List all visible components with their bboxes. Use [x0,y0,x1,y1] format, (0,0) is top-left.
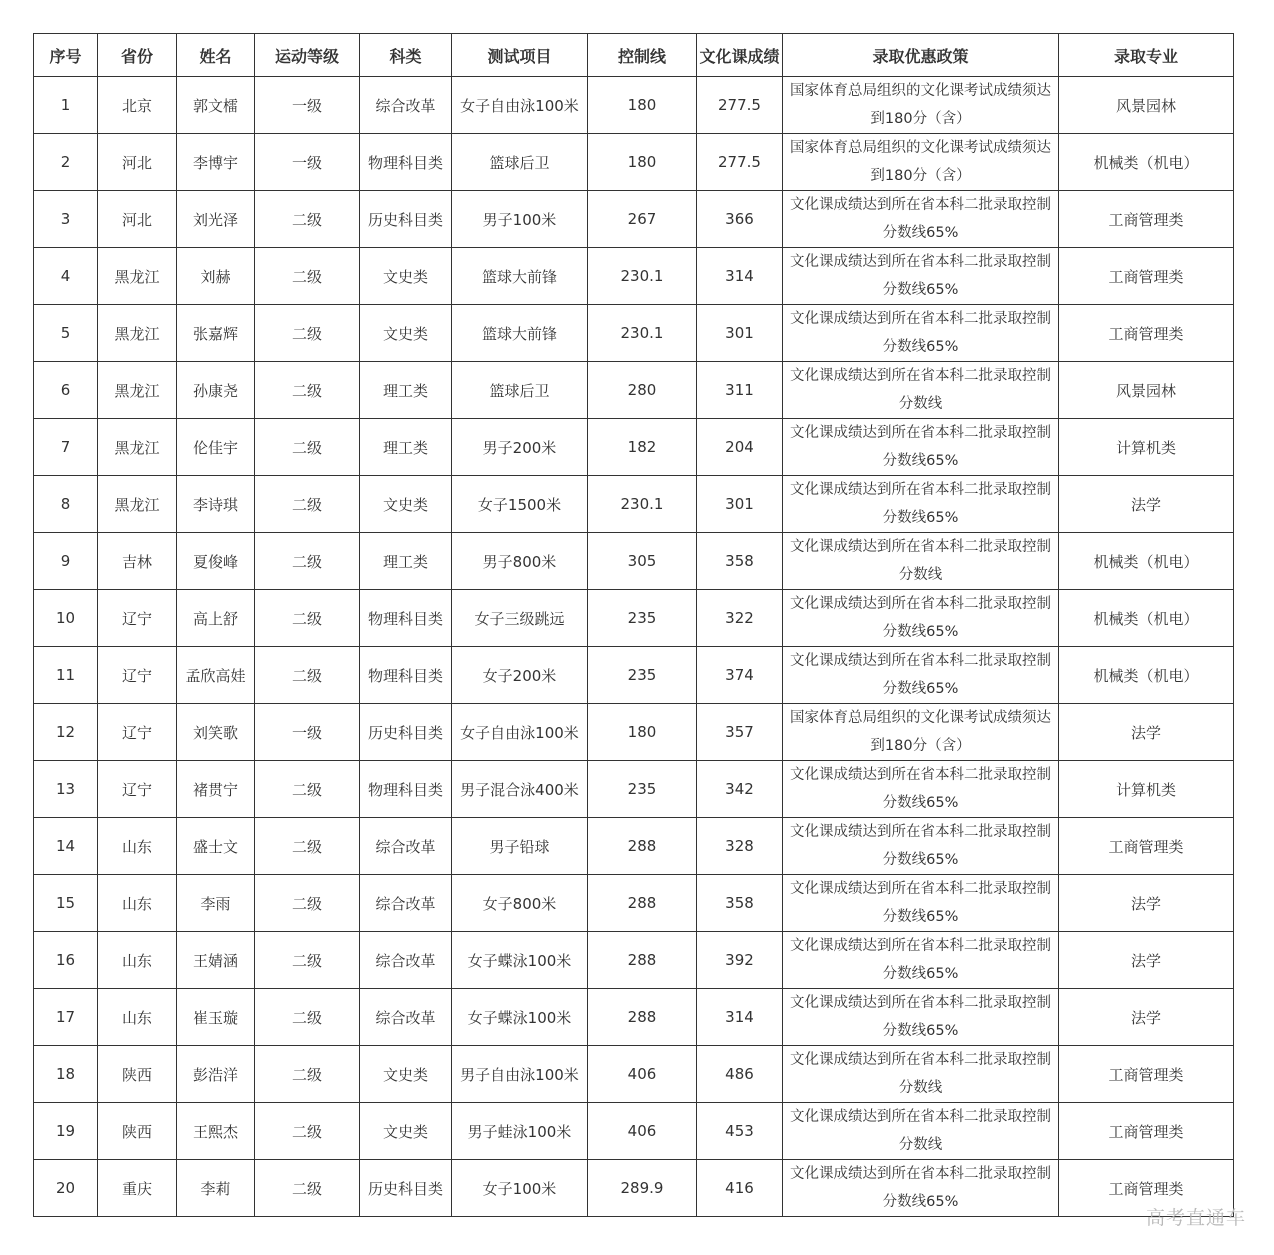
table-row [34,761,1234,818]
cell-name: 郭文檑 [177,77,255,134]
cell-sport-level: 二级 [255,533,360,590]
cell-subject-category: 历史科目类 [360,191,452,248]
cell-admitted-major: 法学 [1059,989,1234,1046]
cell-index: 15 [34,875,98,932]
table-row [34,248,1234,305]
cell-control-line: 267 [588,191,697,248]
cell-index: 7 [34,419,98,476]
cell-culture-score: 277.5 [697,77,783,134]
cell-name: 盛士文 [177,818,255,875]
cell-test-event: 女子自由泳100米 [452,704,588,761]
cell-culture-score: 392 [697,932,783,989]
cell-admitted-major: 风景园林 [1059,77,1234,134]
cell-sport-level: 二级 [255,989,360,1046]
cell-index: 19 [34,1103,98,1160]
cell-control-line: 182 [588,419,697,476]
cell-culture-score: 301 [697,305,783,362]
cell-subject-category: 历史科目类 [360,1160,452,1217]
cell-test-event: 篮球大前锋 [452,305,588,362]
cell-admission-policy: 国家体育总局组织的文化课考试成绩须达到180分（含） [783,704,1059,761]
cell-test-event: 男子200米 [452,419,588,476]
table-row [34,1046,1234,1103]
header-subject-category: 科类 [360,34,452,77]
cell-test-event: 篮球后卫 [452,134,588,191]
cell-admission-policy: 文化课成绩达到所在省本科二批录取控制分数线65% [783,248,1059,305]
cell-admission-policy: 文化课成绩达到所在省本科二批录取控制分数线65% [783,932,1059,989]
cell-sport-level: 二级 [255,818,360,875]
cell-test-event: 女子800米 [452,875,588,932]
cell-control-line: 230.1 [588,305,697,362]
cell-control-line: 288 [588,818,697,875]
header-name: 姓名 [177,34,255,77]
cell-test-event: 男子100米 [452,191,588,248]
cell-control-line: 180 [588,134,697,191]
cell-admitted-major: 计算机类 [1059,419,1234,476]
cell-culture-score: 374 [697,647,783,704]
table-row [34,533,1234,590]
cell-admission-policy: 文化课成绩达到所在省本科二批录取控制分数线65% [783,647,1059,704]
cell-control-line: 280 [588,362,697,419]
cell-subject-category: 历史科目类 [360,704,452,761]
cell-admitted-major: 工商管理类 [1059,1046,1234,1103]
cell-index: 14 [34,818,98,875]
cell-sport-level: 二级 [255,476,360,533]
cell-index: 8 [34,476,98,533]
cell-subject-category: 物理科目类 [360,134,452,191]
cell-province: 陕西 [98,1046,177,1103]
table-row [34,1160,1234,1217]
cell-name: 刘笑歌 [177,704,255,761]
cell-control-line: 305 [588,533,697,590]
cell-name: 崔玉璇 [177,989,255,1046]
table-row [34,77,1234,134]
cell-test-event: 篮球后卫 [452,362,588,419]
cell-admission-policy: 文化课成绩达到所在省本科二批录取控制分数线 [783,1046,1059,1103]
cell-province: 黑龙江 [98,248,177,305]
cell-test-event: 男子混合泳400米 [452,761,588,818]
cell-culture-score: 486 [697,1046,783,1103]
cell-province: 辽宁 [98,704,177,761]
cell-province: 重庆 [98,1160,177,1217]
cell-province: 河北 [98,191,177,248]
table-row [34,1103,1234,1160]
cell-name: 刘赫 [177,248,255,305]
cell-name: 高上舒 [177,590,255,647]
cell-admission-policy: 国家体育总局组织的文化课考试成绩须达到180分（含） [783,77,1059,134]
cell-name: 李诗琪 [177,476,255,533]
cell-culture-score: 311 [697,362,783,419]
cell-admission-policy: 文化课成绩达到所在省本科二批录取控制分数线65% [783,590,1059,647]
cell-culture-score: 277.5 [697,134,783,191]
cell-province: 山东 [98,818,177,875]
cell-index: 13 [34,761,98,818]
cell-control-line: 230.1 [588,248,697,305]
cell-control-line: 288 [588,932,697,989]
cell-admitted-major: 法学 [1059,704,1234,761]
cell-admitted-major: 机械类（机电） [1059,647,1234,704]
header-test-event: 测试项目 [452,34,588,77]
table-row [34,932,1234,989]
cell-test-event: 女子三级跳远 [452,590,588,647]
cell-province: 黑龙江 [98,305,177,362]
table-row [34,818,1234,875]
cell-admission-policy: 文化课成绩达到所在省本科二批录取控制分数线65% [783,305,1059,362]
cell-name: 夏俊峰 [177,533,255,590]
cell-sport-level: 二级 [255,248,360,305]
cell-admitted-major: 计算机类 [1059,761,1234,818]
cell-province: 河北 [98,134,177,191]
cell-index: 11 [34,647,98,704]
cell-admitted-major: 工商管理类 [1059,818,1234,875]
table-row [34,704,1234,761]
cell-name: 王熙杰 [177,1103,255,1160]
cell-admission-policy: 文化课成绩达到所在省本科二批录取控制分数线65% [783,761,1059,818]
header-admission-policy: 录取优惠政策 [783,34,1059,77]
cell-control-line: 406 [588,1103,697,1160]
cell-sport-level: 一级 [255,77,360,134]
cell-sport-level: 二级 [255,647,360,704]
cell-control-line: 235 [588,647,697,704]
cell-subject-category: 文史类 [360,1103,452,1160]
cell-admission-policy: 文化课成绩达到所在省本科二批录取控制分数线65% [783,191,1059,248]
table-row [34,647,1234,704]
table-header-row [34,34,1234,77]
cell-sport-level: 二级 [255,362,360,419]
cell-subject-category: 物理科目类 [360,590,452,647]
cell-index: 18 [34,1046,98,1103]
header-admitted-major: 录取专业 [1059,34,1234,77]
table-row [34,989,1234,1046]
cell-admitted-major: 工商管理类 [1059,1103,1234,1160]
cell-subject-category: 综合改革 [360,932,452,989]
cell-name: 孙康尧 [177,362,255,419]
cell-sport-level: 二级 [255,191,360,248]
cell-sport-level: 二级 [255,875,360,932]
cell-index: 6 [34,362,98,419]
cell-control-line: 406 [588,1046,697,1103]
cell-name: 褚贯宁 [177,761,255,818]
cell-admitted-major: 机械类（机电） [1059,590,1234,647]
cell-admission-policy: 文化课成绩达到所在省本科二批录取控制分数线 [783,533,1059,590]
header-index: 序号 [34,34,98,77]
cell-index: 12 [34,704,98,761]
cell-index: 16 [34,932,98,989]
cell-admission-policy: 文化课成绩达到所在省本科二批录取控制分数线65% [783,818,1059,875]
cell-sport-level: 二级 [255,1103,360,1160]
cell-control-line: 180 [588,704,697,761]
cell-name: 伦佳宇 [177,419,255,476]
cell-admitted-major: 法学 [1059,932,1234,989]
cell-test-event: 女子蝶泳100米 [452,932,588,989]
table-body [34,77,1234,1217]
cell-subject-category: 理工类 [360,419,452,476]
cell-index: 1 [34,77,98,134]
cell-admission-policy: 文化课成绩达到所在省本科二批录取控制分数线65% [783,1160,1059,1217]
cell-culture-score: 358 [697,533,783,590]
cell-province: 黑龙江 [98,362,177,419]
cell-province: 陕西 [98,1103,177,1160]
cell-name: 李雨 [177,875,255,932]
cell-index: 5 [34,305,98,362]
cell-control-line: 235 [588,590,697,647]
table-row [34,590,1234,647]
cell-province: 山东 [98,932,177,989]
cell-subject-category: 综合改革 [360,875,452,932]
cell-admission-policy: 文化课成绩达到所在省本科二批录取控制分数线 [783,362,1059,419]
cell-culture-score: 342 [697,761,783,818]
cell-sport-level: 二级 [255,305,360,362]
cell-province: 黑龙江 [98,476,177,533]
cell-subject-category: 文史类 [360,305,452,362]
cell-admitted-major: 法学 [1059,875,1234,932]
cell-name: 王婧涵 [177,932,255,989]
cell-admitted-major: 法学 [1059,476,1234,533]
cell-province: 黑龙江 [98,419,177,476]
cell-control-line: 288 [588,989,697,1046]
cell-subject-category: 综合改革 [360,989,452,1046]
cell-sport-level: 一级 [255,134,360,191]
cell-name: 彭浩洋 [177,1046,255,1103]
cell-index: 4 [34,248,98,305]
header-control-line: 控制线 [588,34,697,77]
cell-admission-policy: 国家体育总局组织的文化课考试成绩须达到180分（含） [783,134,1059,191]
cell-index: 9 [34,533,98,590]
table-row [34,419,1234,476]
cell-culture-score: 416 [697,1160,783,1217]
admission-table [33,33,1234,1217]
cell-admission-policy: 文化课成绩达到所在省本科二批录取控制分数线65% [783,419,1059,476]
cell-subject-category: 文史类 [360,248,452,305]
cell-test-event: 女子1500米 [452,476,588,533]
cell-sport-level: 二级 [255,1046,360,1103]
cell-culture-score: 204 [697,419,783,476]
table-row [34,476,1234,533]
cell-name: 张嘉辉 [177,305,255,362]
cell-test-event: 篮球大前锋 [452,248,588,305]
cell-province: 辽宁 [98,647,177,704]
cell-culture-score: 453 [697,1103,783,1160]
cell-test-event: 男子800米 [452,533,588,590]
cell-name: 孟欣高娃 [177,647,255,704]
cell-province: 辽宁 [98,761,177,818]
cell-sport-level: 二级 [255,761,360,818]
cell-admitted-major: 机械类（机电） [1059,533,1234,590]
cell-province: 辽宁 [98,590,177,647]
cell-test-event: 女子蝶泳100米 [452,989,588,1046]
cell-test-event: 男子铅球 [452,818,588,875]
cell-sport-level: 二级 [255,1160,360,1217]
cell-sport-level: 二级 [255,590,360,647]
table-row [34,305,1234,362]
cell-admitted-major: 工商管理类 [1059,1160,1234,1217]
cell-control-line: 235 [588,761,697,818]
cell-sport-level: 二级 [255,932,360,989]
cell-admission-policy: 文化课成绩达到所在省本科二批录取控制分数线65% [783,875,1059,932]
cell-admitted-major: 工商管理类 [1059,305,1234,362]
table-row [34,191,1234,248]
header-sport-level: 运动等级 [255,34,360,77]
cell-admission-policy: 文化课成绩达到所在省本科二批录取控制分数线65% [783,476,1059,533]
cell-subject-category: 理工类 [360,533,452,590]
cell-culture-score: 322 [697,590,783,647]
cell-province: 山东 [98,989,177,1046]
cell-admission-policy: 文化课成绩达到所在省本科二批录取控制分数线 [783,1103,1059,1160]
table-row [34,362,1234,419]
cell-culture-score: 366 [697,191,783,248]
cell-test-event: 女子自由泳100米 [452,77,588,134]
cell-test-event: 女子100米 [452,1160,588,1217]
cell-province: 山东 [98,875,177,932]
cell-subject-category: 文史类 [360,476,452,533]
watermark-text: 高考直通车 [1145,1207,1246,1229]
cell-culture-score: 314 [697,989,783,1046]
cell-province: 北京 [98,77,177,134]
cell-index: 20 [34,1160,98,1217]
cell-culture-score: 328 [697,818,783,875]
cell-sport-level: 二级 [255,419,360,476]
cell-culture-score: 358 [697,875,783,932]
header-province: 省份 [98,34,177,77]
cell-culture-score: 314 [697,248,783,305]
cell-index: 17 [34,989,98,1046]
cell-index: 2 [34,134,98,191]
cell-index: 3 [34,191,98,248]
cell-test-event: 女子200米 [452,647,588,704]
cell-control-line: 289.9 [588,1160,697,1217]
cell-name: 刘光泽 [177,191,255,248]
cell-subject-category: 物理科目类 [360,647,452,704]
cell-test-event: 男子自由泳100米 [452,1046,588,1103]
cell-name: 李莉 [177,1160,255,1217]
cell-subject-category: 综合改革 [360,818,452,875]
cell-control-line: 288 [588,875,697,932]
cell-admitted-major: 机械类（机电） [1059,134,1234,191]
cell-control-line: 230.1 [588,476,697,533]
cell-index: 10 [34,590,98,647]
cell-subject-category: 综合改革 [360,77,452,134]
cell-subject-category: 理工类 [360,362,452,419]
cell-admitted-major: 风景园林 [1059,362,1234,419]
cell-subject-category: 物理科目类 [360,761,452,818]
cell-province: 吉林 [98,533,177,590]
cell-culture-score: 357 [697,704,783,761]
cell-culture-score: 301 [697,476,783,533]
cell-admission-policy: 文化课成绩达到所在省本科二批录取控制分数线65% [783,989,1059,1046]
cell-sport-level: 一级 [255,704,360,761]
header-culture-score: 文化课成绩 [697,34,783,77]
cell-name: 李博宇 [177,134,255,191]
cell-admitted-major: 工商管理类 [1059,248,1234,305]
cell-admitted-major: 工商管理类 [1059,191,1234,248]
cell-control-line: 180 [588,77,697,134]
cell-subject-category: 文史类 [360,1046,452,1103]
cell-test-event: 男子蛙泳100米 [452,1103,588,1160]
table-row [34,875,1234,932]
table-row [34,134,1234,191]
